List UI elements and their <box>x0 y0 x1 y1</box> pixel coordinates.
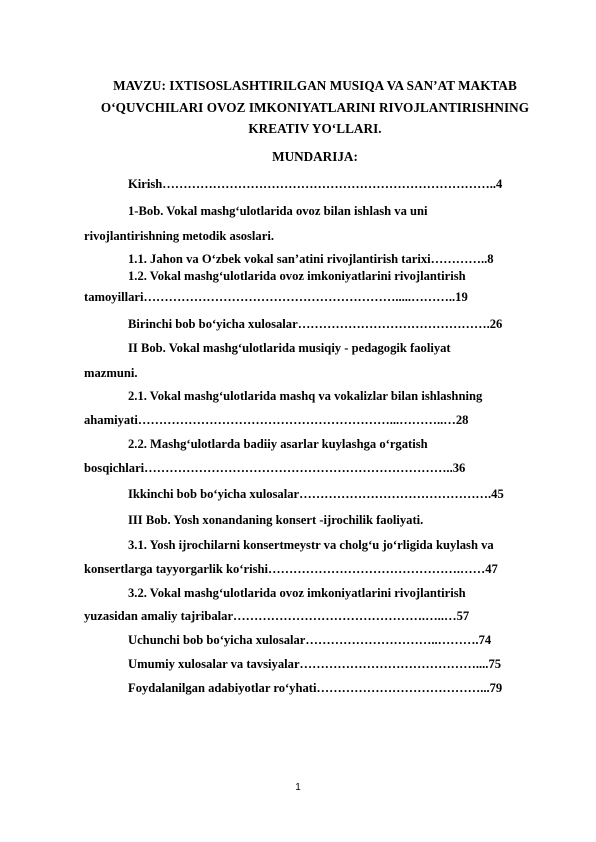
toc-entry-2-1-cont: ahamiyati……………………………………………………...………..…28 <box>84 413 469 427</box>
title-line-2: O‘QUVCHILARI OVOZ IMKONIYATLARINI RIVOJLANTIRISHNING <box>100 99 530 115</box>
toc-entry-chapter-1: 1-Bob. Vokal mashg‘ulotlarida ovoz bilan ishlash va uni <box>128 204 428 218</box>
toc-entry-3-2: 3.2. Vokal mashg‘ulotlarida ovoz imkoniyatlarini rivojlantirish <box>128 586 466 600</box>
toc-entry-3-2-cont: yuzasidan amaliy tajribalar……………………………………….…..…57 <box>84 609 470 623</box>
toc-entry-references: Foydalanilgan adabiyotlar ro‘yhati…………………………………...79 <box>128 681 503 695</box>
toc-entry-general-conclusions: Umumiy xulosalar va tavsiyalar……………………………………....75 <box>128 657 502 671</box>
toc-entry-chapter-2-summary: Ikkinchi bob bo‘yicha xulosalar……………………………………….45 <box>128 487 504 501</box>
title-line-1: MAVZU: IXTISOSLASHTIRILGAN MUSIQA VA SAN’AT MAKTAB <box>113 78 517 93</box>
toc-entry-3-1-cont: konsertlarga tayyorgarlik ko‘rishi……………………………………….……47 <box>84 562 498 576</box>
toc-entry-2-1: 2.1. Vokal mashg‘ulotlarida mashq va vokalizlar bilan ishlashning <box>128 389 483 403</box>
toc-entry-chapter-2: II Bob. Vokal mashgʻulotlarida musiqiy - pedagogik faoliyat <box>128 341 451 355</box>
toc-entry-1-1: 1.1. Jahon va O‘zbek vokal san’atini rivojlantirish tarixi…………..8 <box>128 252 494 266</box>
title-line-3: KREATIV YO‘LLARI. <box>248 121 382 136</box>
toc-heading: MUNDARIJA: <box>272 149 358 164</box>
toc-entry-chapter-2-cont: mazmuni. <box>84 366 138 380</box>
toc-entry-3-1: 3.1. Yosh ijrochilarni konsertmeystr va cholg‘u jo‘rligida kuylash va <box>128 538 494 552</box>
page-number: 1 <box>295 782 301 793</box>
toc-entry-chapter-3: III Bob. Yosh xonandaning konsert -ijrochilik faoliyati. <box>128 513 424 527</box>
toc-entry-chapter-1-summary: Birinchi bob bo‘yicha xulosalar……………………………………….26 <box>128 317 503 331</box>
toc-entry-2-2: 2.2. Mashg‘ulotlarda badiiy asarlar kuylashga o‘rgatish <box>128 437 428 451</box>
toc-entry-kirish: Kirish……………………………………………………………………..4 <box>128 177 503 191</box>
toc-entry-1-2: 1.2. Vokal mashg‘ulotlarida ovoz imkoniyatlarini rivojlantirish <box>128 269 466 283</box>
toc-entry-1-2-cont: tamoyillari…………………………………………………….....………..19 <box>84 290 468 304</box>
document-title <box>84 75 546 140</box>
toc-entry-chapter-3-summary: Uchunchi bob bo‘yicha xulosalar…………………………..……….74 <box>128 633 492 647</box>
toc-entry-chapter-1-cont: rivojlantirishning metodik asoslari. <box>84 229 274 243</box>
toc-entry-2-2-cont: bosqichlari………………………………………………………………..36 <box>84 461 466 475</box>
